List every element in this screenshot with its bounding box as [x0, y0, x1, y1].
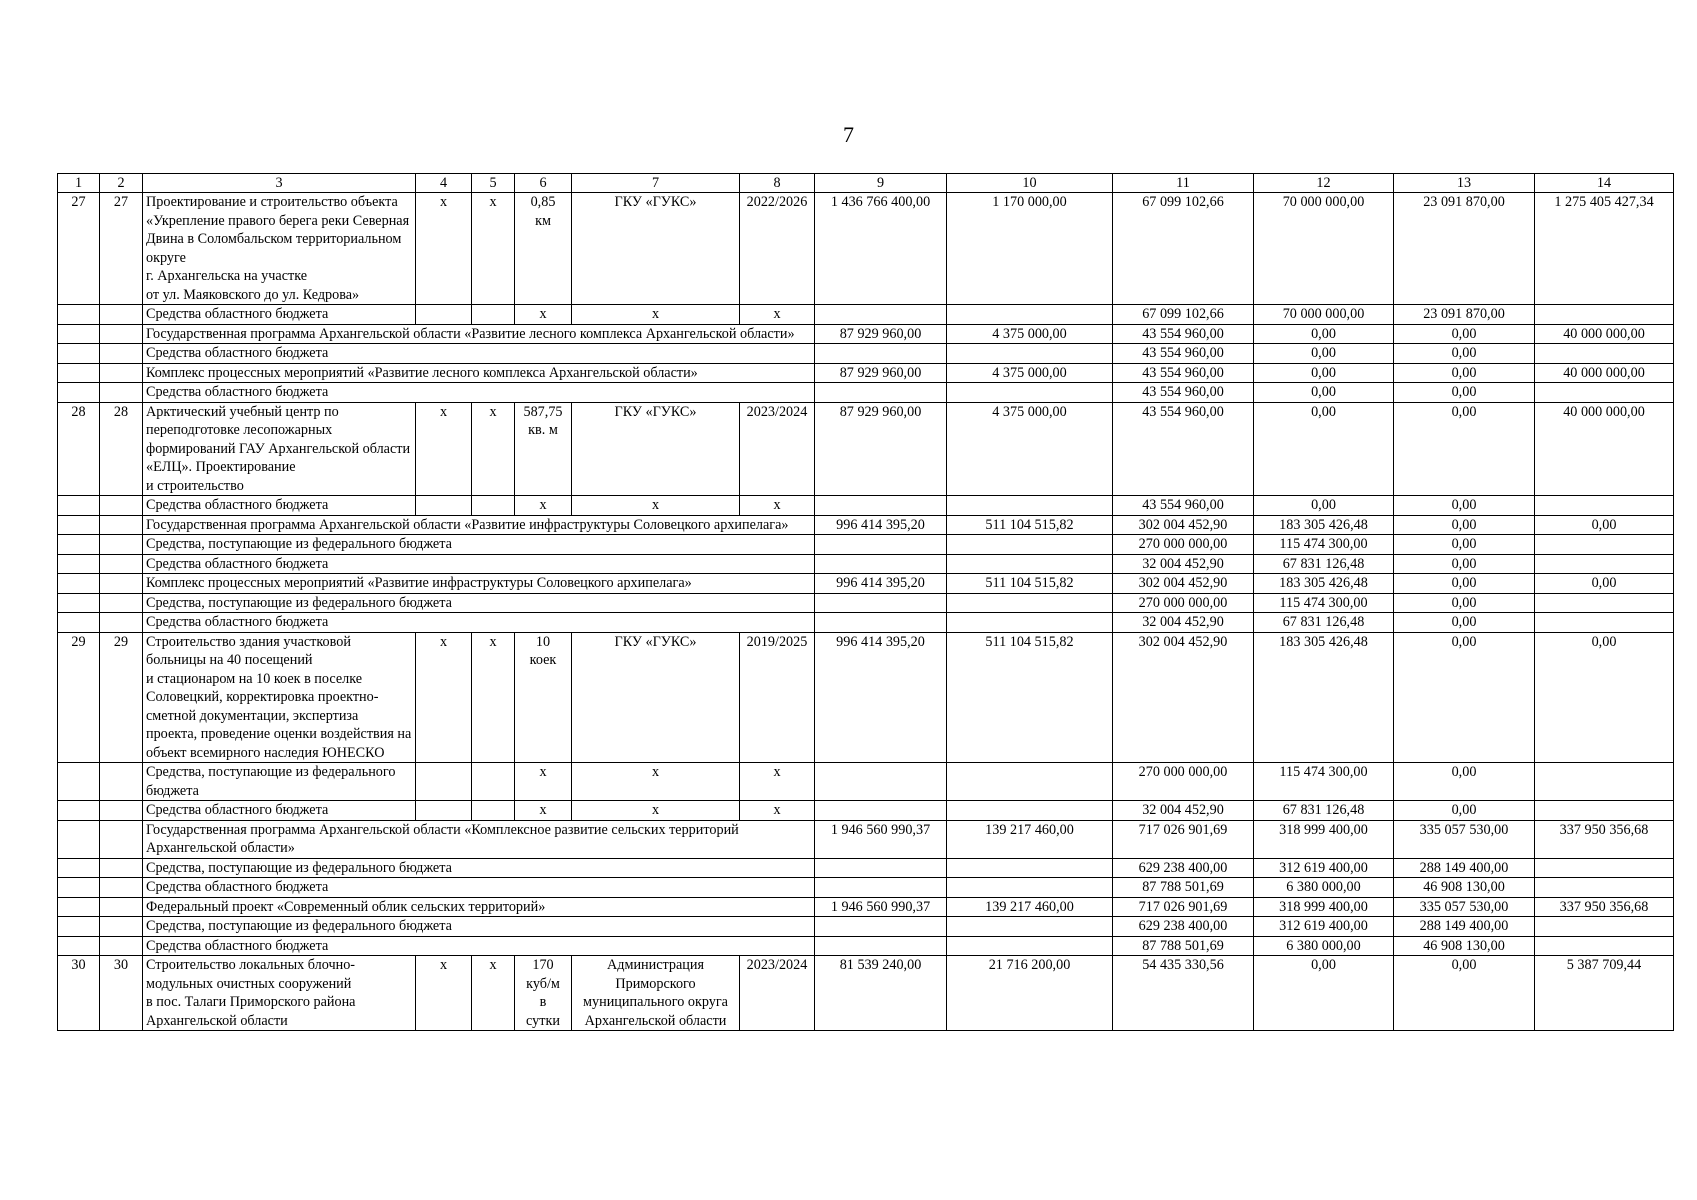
empty-cell — [1535, 936, 1674, 956]
empty-cell — [58, 917, 100, 937]
amount-cell: 139 217 460,00 — [947, 820, 1113, 858]
amount-cell: 996 414 395,20 — [815, 574, 947, 594]
empty-cell — [815, 496, 947, 516]
empty-cell — [100, 763, 143, 801]
program-title: Комплекс процессных мероприятий «Развитие лесного комплекса Архангельской области» — [143, 363, 815, 383]
col4-cell: х — [416, 632, 472, 763]
funding-source-label: Средства областного бюджета — [143, 878, 815, 898]
row-number-cell: 29 — [58, 632, 100, 763]
funding-source-row — [58, 383, 1674, 403]
object-number-cell: 29 — [100, 632, 143, 763]
empty-cell — [100, 535, 143, 555]
empty-cell — [100, 554, 143, 574]
amount-cell: 717 026 901,69 — [1113, 897, 1254, 917]
amount-cell: 46 908 130,00 — [1394, 878, 1535, 898]
amount-cell: 32 004 452,90 — [1113, 801, 1254, 821]
empty-cell — [100, 858, 143, 878]
empty-cell — [947, 383, 1113, 403]
object-number-cell: 27 — [100, 193, 143, 305]
empty-cell — [815, 763, 947, 801]
empty-cell — [472, 305, 515, 325]
empty-cell — [58, 383, 100, 403]
amount-cell: 0,00 — [1394, 324, 1535, 344]
amount-cell: 40 000 000,00 — [1535, 324, 1674, 344]
empty-cell — [100, 515, 143, 535]
program-row — [58, 820, 1674, 858]
funding-source-row — [58, 801, 1674, 821]
empty-cell — [815, 554, 947, 574]
empty-cell — [58, 554, 100, 574]
empty-cell — [1535, 554, 1674, 574]
empty-cell — [815, 936, 947, 956]
program-row — [58, 515, 1674, 535]
amount-cell: 67 831 126,48 — [1254, 554, 1394, 574]
amount-cell: 337 950 356,68 — [1535, 897, 1674, 917]
amount-cell: 996 414 395,20 — [815, 632, 947, 763]
funding-source-label: Средства, поступающие из федерального бюджета — [143, 917, 815, 937]
empty-cell — [1535, 613, 1674, 633]
amount-cell: 4 375 000,00 — [947, 363, 1113, 383]
capacity-cell: х — [515, 801, 572, 821]
empty-cell — [472, 801, 515, 821]
row-number-cell: 30 — [58, 956, 100, 1031]
funding-source-row — [58, 917, 1674, 937]
amount-cell: 996 414 395,20 — [815, 515, 947, 535]
amount-cell: 1 946 560 990,37 — [815, 897, 947, 917]
period-cell: х — [740, 305, 815, 325]
amount-cell: 43 554 960,00 — [1113, 496, 1254, 516]
amount-cell: 87 929 960,00 — [815, 324, 947, 344]
amount-cell: 270 000 000,00 — [1113, 535, 1254, 555]
period-cell: 2019/2025 — [740, 632, 815, 763]
amount-cell: 115 474 300,00 — [1254, 593, 1394, 613]
amount-cell: 67 099 102,66 — [1113, 193, 1254, 305]
funding-source-label: Средства, поступающие из федерального бюджета — [143, 593, 815, 613]
row-number-cell: 27 — [58, 193, 100, 305]
amount-cell: 23 091 870,00 — [1394, 305, 1535, 325]
funding-source-label: Средства областного бюджета — [143, 613, 815, 633]
amount-cell: 67 831 126,48 — [1254, 613, 1394, 633]
amount-cell: 288 149 400,00 — [1394, 917, 1535, 937]
amount-cell: 0,00 — [1394, 956, 1535, 1031]
funding-source-row — [58, 305, 1674, 325]
amount-cell: 183 305 426,48 — [1254, 515, 1394, 535]
amount-cell: 0,00 — [1394, 554, 1535, 574]
empty-cell — [815, 613, 947, 633]
period-cell: 2023/2024 — [740, 402, 815, 496]
amount-cell: 6 380 000,00 — [1254, 878, 1394, 898]
header-cell: 9 — [815, 174, 947, 193]
capacity-cell: х — [515, 763, 572, 801]
empty-cell — [58, 305, 100, 325]
amount-cell: 511 104 515,82 — [947, 515, 1113, 535]
empty-cell — [947, 554, 1113, 574]
empty-cell — [815, 535, 947, 555]
empty-cell — [815, 801, 947, 821]
amount-cell: 0,00 — [1254, 363, 1394, 383]
amount-cell: 87 929 960,00 — [815, 402, 947, 496]
amount-cell: 32 004 452,90 — [1113, 554, 1254, 574]
amount-cell: 302 004 452,90 — [1113, 515, 1254, 535]
amount-cell: 1 946 560 990,37 — [815, 820, 947, 858]
empty-cell — [1535, 535, 1674, 555]
amount-cell: 6 380 000,00 — [1254, 936, 1394, 956]
empty-cell — [58, 763, 100, 801]
amount-cell: 87 788 501,69 — [1113, 878, 1254, 898]
amount-cell: 270 000 000,00 — [1113, 593, 1254, 613]
amount-cell: 115 474 300,00 — [1254, 535, 1394, 555]
amount-cell: 0,00 — [1394, 344, 1535, 364]
amount-cell: 1 275 405 427,34 — [1535, 193, 1674, 305]
row-number-cell: 28 — [58, 402, 100, 496]
customer-cell: Администрация Приморского муниципального округа Архангельской области — [572, 956, 740, 1031]
header-cell: 8 — [740, 174, 815, 193]
header-cell: 1 — [58, 174, 100, 193]
amount-cell: 70 000 000,00 — [1254, 305, 1394, 325]
empty-cell — [947, 496, 1113, 516]
amount-cell: 335 057 530,00 — [1394, 897, 1535, 917]
empty-cell — [1535, 593, 1674, 613]
empty-cell — [947, 613, 1113, 633]
empty-cell — [100, 820, 143, 858]
amount-cell: 318 999 400,00 — [1254, 820, 1394, 858]
object-name-cell: Строительство локальных блочно-модульных очистных сооружений в пос. Талаги Приморского района Архангельской области — [143, 956, 416, 1031]
object-name-cell: Проектирование и строительство объекта «Укрепление правого берега реки Северная Двина в Соломбальском территориальном округе г. Архангельска на участке от ул. Маяковского до ул. Кедрова» — [143, 193, 416, 305]
period-cell: 2022/2026 — [740, 193, 815, 305]
empty-cell — [947, 535, 1113, 555]
amount-cell: 0,00 — [1394, 383, 1535, 403]
amount-cell: 70 000 000,00 — [1254, 193, 1394, 305]
program-title: Федеральный проект «Современный облик сельских территорий» — [143, 897, 815, 917]
amount-cell: 312 619 400,00 — [1254, 858, 1394, 878]
empty-cell — [1535, 305, 1674, 325]
object-number-cell: 30 — [100, 956, 143, 1031]
customer-cell: х — [572, 305, 740, 325]
amount-cell: 0,00 — [1394, 402, 1535, 496]
funding-source-row — [58, 613, 1674, 633]
funding-source-row — [58, 593, 1674, 613]
empty-cell — [100, 936, 143, 956]
amount-cell: 67 099 102,66 — [1113, 305, 1254, 325]
period-cell: х — [740, 763, 815, 801]
empty-cell — [100, 613, 143, 633]
empty-cell — [815, 593, 947, 613]
empty-cell — [947, 878, 1113, 898]
amount-cell: 139 217 460,00 — [947, 897, 1113, 917]
empty-cell — [100, 593, 143, 613]
amount-cell: 0,00 — [1254, 324, 1394, 344]
empty-cell — [100, 574, 143, 594]
amount-cell: 0,00 — [1394, 632, 1535, 763]
amount-cell: 0,00 — [1394, 613, 1535, 633]
object-row — [58, 193, 1674, 305]
capacity-cell: 587,75 кв. м — [515, 402, 572, 496]
funding-source-label: Средства, поступающие из федерального бюджета — [143, 858, 815, 878]
empty-cell — [815, 878, 947, 898]
amount-cell: 32 004 452,90 — [1113, 613, 1254, 633]
capacity-cell: 10 коек — [515, 632, 572, 763]
amount-cell: 183 305 426,48 — [1254, 574, 1394, 594]
amount-cell: 0,00 — [1394, 363, 1535, 383]
amount-cell: 629 238 400,00 — [1113, 917, 1254, 937]
funding-source-label: Средства областного бюджета — [143, 305, 416, 325]
amount-cell: 0,00 — [1535, 515, 1674, 535]
col5-cell: х — [472, 632, 515, 763]
header-cell: 14 — [1535, 174, 1674, 193]
amount-cell: 629 238 400,00 — [1113, 858, 1254, 878]
amount-cell: 23 091 870,00 — [1394, 193, 1535, 305]
empty-cell — [1535, 917, 1674, 937]
amount-cell: 288 149 400,00 — [1394, 858, 1535, 878]
empty-cell — [1535, 858, 1674, 878]
capacity-cell: 170 куб/м в сутки — [515, 956, 572, 1031]
amount-cell: 4 375 000,00 — [947, 402, 1113, 496]
amount-cell: 54 435 330,56 — [1113, 956, 1254, 1031]
funding-source-label: Средства областного бюджета — [143, 554, 815, 574]
customer-cell: ГКУ «ГУКС» — [572, 632, 740, 763]
empty-cell — [472, 496, 515, 516]
amount-cell: 4 375 000,00 — [947, 324, 1113, 344]
empty-cell — [1535, 801, 1674, 821]
empty-cell — [100, 496, 143, 516]
funding-source-label: Средства областного бюджета — [143, 801, 416, 821]
empty-cell — [58, 515, 100, 535]
empty-cell — [1535, 383, 1674, 403]
empty-cell — [58, 878, 100, 898]
amount-cell: 312 619 400,00 — [1254, 917, 1394, 937]
empty-cell — [58, 858, 100, 878]
empty-cell — [100, 878, 143, 898]
program-row — [58, 897, 1674, 917]
object-row — [58, 632, 1674, 763]
funding-source-row — [58, 535, 1674, 555]
program-title: Комплекс процессных мероприятий «Развитие инфраструктуры Соловецкого архипелага» — [143, 574, 815, 594]
empty-cell — [1535, 496, 1674, 516]
amount-cell: 40 000 000,00 — [1535, 402, 1674, 496]
amount-cell: 0,00 — [1394, 574, 1535, 594]
header-cell: 7 — [572, 174, 740, 193]
empty-cell — [815, 858, 947, 878]
amount-cell: 43 554 960,00 — [1113, 383, 1254, 403]
amount-cell: 0,00 — [1254, 956, 1394, 1031]
page-number: 7 — [843, 122, 854, 147]
empty-cell — [100, 897, 143, 917]
col4-cell: х — [416, 402, 472, 496]
empty-cell — [416, 801, 472, 821]
empty-cell — [100, 305, 143, 325]
program-title: Государственная программа Архангельской области «Развитие лесного комплекса Архангельской области» — [143, 324, 815, 344]
customer-cell: ГКУ «ГУКС» — [572, 193, 740, 305]
object-name-cell: Строительство здания участковой больницы на 40 посещений и стационаром на 10 коек в поселке Соловецкий, корректировка проектно-сметной документации, экспертиза проекта, проведение оценки воздействия на объект всемирного наследия ЮНЕСКО — [143, 632, 416, 763]
amount-cell: 40 000 000,00 — [1535, 363, 1674, 383]
empty-cell — [815, 344, 947, 364]
header-row — [58, 174, 1674, 193]
empty-cell — [1535, 878, 1674, 898]
amount-cell: 67 831 126,48 — [1254, 801, 1394, 821]
col4-cell: х — [416, 956, 472, 1031]
empty-cell — [58, 613, 100, 633]
empty-cell — [58, 535, 100, 555]
period-cell: х — [740, 496, 815, 516]
empty-cell — [947, 936, 1113, 956]
customer-cell: х — [572, 801, 740, 821]
amount-cell: 335 057 530,00 — [1394, 820, 1535, 858]
amount-cell: 0,00 — [1254, 402, 1394, 496]
funding-source-row — [58, 858, 1674, 878]
col5-cell: х — [472, 193, 515, 305]
program-title: Государственная программа Архангельской области «Комплексное развитие сельских территорий Архангельской области» — [143, 820, 815, 858]
empty-cell — [100, 363, 143, 383]
customer-cell: х — [572, 496, 740, 516]
empty-cell — [947, 763, 1113, 801]
empty-cell — [947, 344, 1113, 364]
empty-cell — [947, 858, 1113, 878]
empty-cell — [58, 344, 100, 364]
empty-cell — [100, 383, 143, 403]
amount-cell: 21 716 200,00 — [947, 956, 1113, 1031]
amount-cell: 717 026 901,69 — [1113, 820, 1254, 858]
empty-cell — [815, 305, 947, 325]
funding-source-label: Средства областного бюджета — [143, 496, 416, 516]
amount-cell: 81 539 240,00 — [815, 956, 947, 1031]
amount-cell: 43 554 960,00 — [1113, 344, 1254, 364]
col5-cell: х — [472, 402, 515, 496]
amount-cell: 115 474 300,00 — [1254, 763, 1394, 801]
object-row — [58, 402, 1674, 496]
amount-cell: 0,00 — [1394, 593, 1535, 613]
header-cell: 11 — [1113, 174, 1254, 193]
empty-cell — [100, 344, 143, 364]
amount-cell: 43 554 960,00 — [1113, 363, 1254, 383]
object-name-cell: Арктический учебный центр по переподготовке лесопожарных формирований ГАУ Архангельской области «ЕЛЦ». Проектирование и строительство — [143, 402, 416, 496]
empty-cell — [58, 593, 100, 613]
amount-cell: 302 004 452,90 — [1113, 574, 1254, 594]
object-number-cell: 28 — [100, 402, 143, 496]
amount-cell: 87 788 501,69 — [1113, 936, 1254, 956]
empty-cell — [416, 496, 472, 516]
amount-cell: 0,00 — [1394, 801, 1535, 821]
customer-cell: ГКУ «ГУКС» — [572, 402, 740, 496]
empty-cell — [58, 897, 100, 917]
empty-cell — [58, 936, 100, 956]
empty-cell — [472, 763, 515, 801]
amount-cell: 511 104 515,82 — [947, 574, 1113, 594]
funding-source-row — [58, 878, 1674, 898]
funding-source-label: Средства областного бюджета — [143, 936, 815, 956]
empty-cell — [416, 305, 472, 325]
customer-cell: х — [572, 763, 740, 801]
empty-cell — [947, 305, 1113, 325]
amount-cell: 5 387 709,44 — [1535, 956, 1674, 1031]
empty-cell — [58, 363, 100, 383]
funding-source-row — [58, 763, 1674, 801]
amount-cell: 46 908 130,00 — [1394, 936, 1535, 956]
program-row — [58, 363, 1674, 383]
header-cell: 10 — [947, 174, 1113, 193]
empty-cell — [815, 917, 947, 937]
funding-source-row — [58, 496, 1674, 516]
header-cell: 5 — [472, 174, 515, 193]
amount-cell: 1 170 000,00 — [947, 193, 1113, 305]
header-cell: 4 — [416, 174, 472, 193]
empty-cell — [1535, 344, 1674, 364]
empty-cell — [1535, 763, 1674, 801]
header-cell: 6 — [515, 174, 572, 193]
amount-cell: 1 436 766 400,00 — [815, 193, 947, 305]
empty-cell — [416, 763, 472, 801]
amount-cell: 270 000 000,00 — [1113, 763, 1254, 801]
object-row — [58, 956, 1674, 1031]
program-title: Государственная программа Архангельской области «Развитие инфраструктуры Соловецкого архипелага» — [143, 515, 815, 535]
empty-cell — [100, 324, 143, 344]
amount-cell: 511 104 515,82 — [947, 632, 1113, 763]
col4-cell: х — [416, 193, 472, 305]
budget-table — [57, 173, 1674, 1031]
funding-source-label: Средства областного бюджета — [143, 383, 815, 403]
amount-cell: 0,00 — [1254, 496, 1394, 516]
empty-cell — [815, 383, 947, 403]
capacity-cell: х — [515, 305, 572, 325]
amount-cell: 0,00 — [1254, 344, 1394, 364]
empty-cell — [58, 574, 100, 594]
period-cell: х — [740, 801, 815, 821]
empty-cell — [947, 917, 1113, 937]
header-cell: 3 — [143, 174, 416, 193]
funding-source-label: Средства, поступающие из федерального бюджета — [143, 535, 815, 555]
program-row — [58, 574, 1674, 594]
amount-cell: 183 305 426,48 — [1254, 632, 1394, 763]
header-cell: 13 — [1394, 174, 1535, 193]
funding-source-row — [58, 936, 1674, 956]
funding-source-row — [58, 344, 1674, 364]
amount-cell: 0,00 — [1394, 515, 1535, 535]
amount-cell: 0,00 — [1535, 632, 1674, 763]
amount-cell: 302 004 452,90 — [1113, 632, 1254, 763]
empty-cell — [58, 801, 100, 821]
funding-source-label: Средства, поступающие из федерального бюджета — [143, 763, 416, 801]
empty-cell — [947, 593, 1113, 613]
period-cell: 2023/2024 — [740, 956, 815, 1031]
header-cell: 12 — [1254, 174, 1394, 193]
empty-cell — [58, 324, 100, 344]
amount-cell: 0,00 — [1535, 574, 1674, 594]
empty-cell — [100, 917, 143, 937]
amount-cell: 0,00 — [1394, 535, 1535, 555]
col5-cell: х — [472, 956, 515, 1031]
amount-cell: 0,00 — [1254, 383, 1394, 403]
amount-cell: 0,00 — [1394, 763, 1535, 801]
funding-source-label: Средства областного бюджета — [143, 344, 815, 364]
amount-cell: 337 950 356,68 — [1535, 820, 1674, 858]
empty-cell — [947, 801, 1113, 821]
empty-cell — [58, 820, 100, 858]
funding-source-row — [58, 554, 1674, 574]
empty-cell — [100, 801, 143, 821]
amount-cell: 318 999 400,00 — [1254, 897, 1394, 917]
capacity-cell: х — [515, 496, 572, 516]
empty-cell — [58, 496, 100, 516]
header-cell: 2 — [100, 174, 143, 193]
amount-cell: 43 554 960,00 — [1113, 324, 1254, 344]
amount-cell: 43 554 960,00 — [1113, 402, 1254, 496]
amount-cell: 87 929 960,00 — [815, 363, 947, 383]
amount-cell: 0,00 — [1394, 496, 1535, 516]
capacity-cell: 0,85 км — [515, 193, 572, 305]
program-row — [58, 324, 1674, 344]
